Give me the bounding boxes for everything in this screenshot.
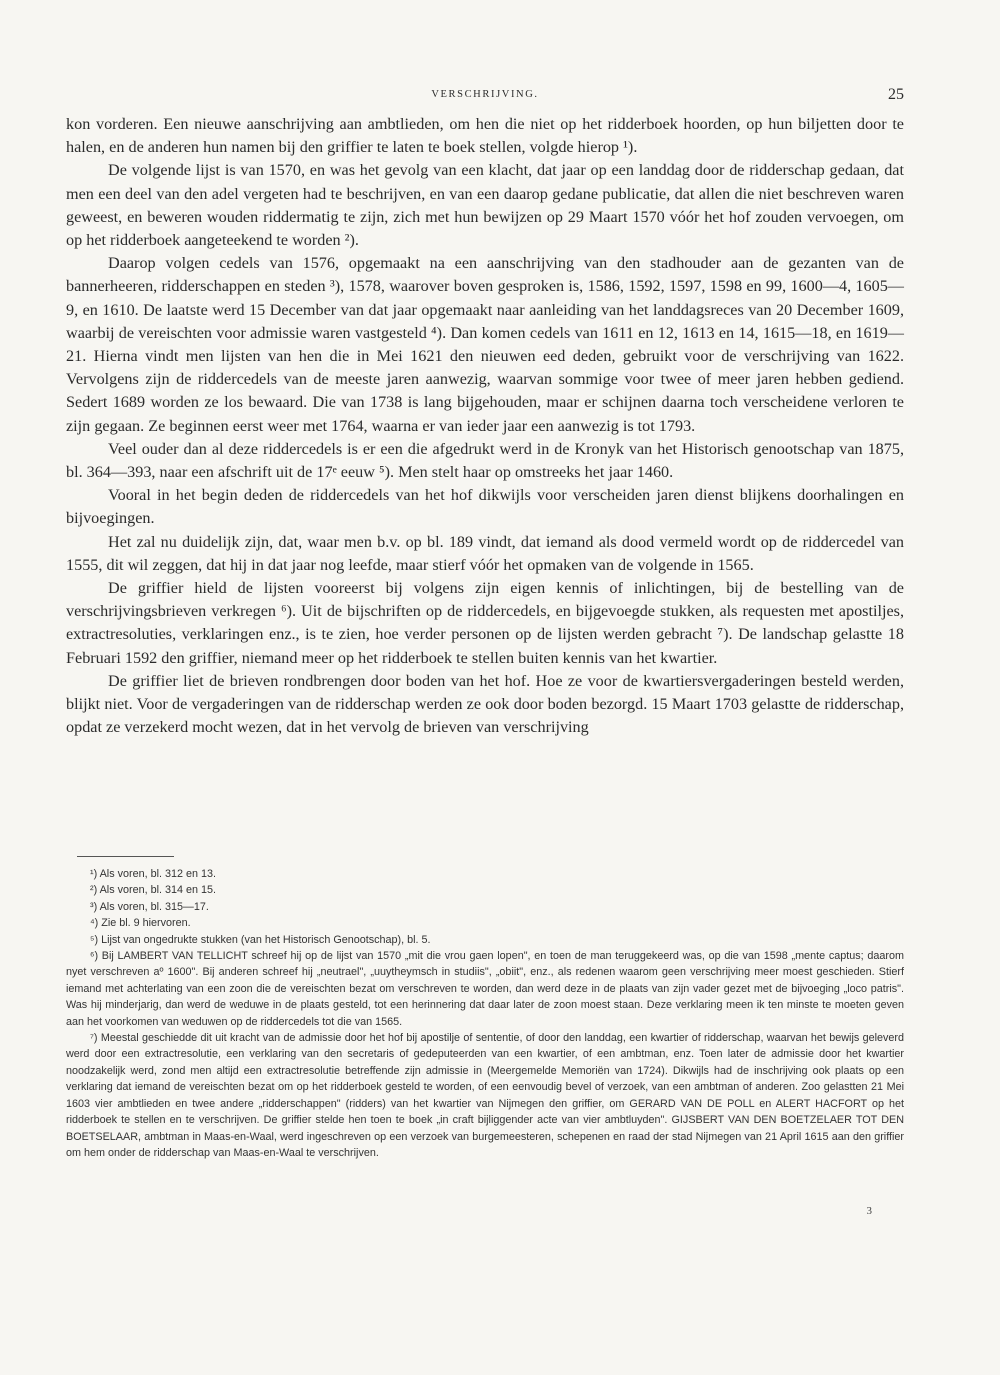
page-header — [66, 86, 904, 106]
footnotes — [66, 866, 904, 1161]
paragraph: Daarop volgen cedels van 1576, opgemaakt na een aanschrijving van den stadhouder aan de gezanten van de bannerheeren, ridderschappen en steden ³), 1578, waarover boven gesproken is, 1586, 1592, 1597, 1598 en 99, 1600—4, 1605—9, en 1610. De laatste werd 15 December van dat jaar opgemaakt naar aanleiding van het landdagsreces van 20 December 1609, waarbij de vereischten voor admissie waren vastgesteld ⁴). Dan komen cedels van 1611 en 12, 1613 en 14, 1615—18, en 1619—21. Hierna vindt men lijsten van hen die in Mei 1621 den nieuwen eed deden, gebruikt voor de verschrijving van 1622. Vervolgens zijn de riddercedels van de meeste jaren aanwezig, waarvan sommige voor twee of meer jaren hebben gediend. Sedert 1689 worden ze los bewaard. Die van 1738 is lang bijgehouden, maar er schijnen daarna toch verscheidene verloren te zijn gegaan. Ze beginnen eerst weer met 1764, waarna er van ieder jaar een aanwezig is tot 1793. — [66, 254, 904, 435]
footnote-separator — [77, 856, 174, 857]
paragraph: De volgende lijst is van 1570, en was het gevolg van een klacht, dat jaar op een landdag door de ridderschap gedaan, dat men een deel van den adel vergeten had te beschrijven, en van een daarop gedane publicatie, dat allen die niet beschreven waren geweest, en beweren wouden riddermatig te zijn, zich met hun bewijzen op 29 Maart 1570 vóór het hof zouden vervoegen, om op het ridderboek aangeteekend te worden ²). — [66, 161, 904, 250]
paragraph: De griffier hield de lijsten vooreerst bij volgens zijn eigen kennis of inlichtingen, bij de bestelling van de verschrijvingsbrieven verkregen ⁶). Uit de bijschriften op de riddercedels, en bijgevoegde stukken, als requesten met apostiljes, extractresoluties, verklaringen enz., is te zien, hoe verder personen op de lijsten werden gebracht ⁷). De landschap gelastte 18 Februari 1592 den griffier, niemand meer op het ridderboek te stellen buiten kennis van het kwartier. — [66, 579, 904, 667]
paragraph: kon vorderen. Een nieuwe aanschrijving aan ambtlieden, om hen die niet op het ridderboek hoorden, op hun biljetten door te halen, en de anderen hun namen bij den griffier te laten te boek stellen, volgde hierop ¹). — [66, 115, 904, 157]
footnote: ⁵) Lijst van ongedrukte stukken (van het Historisch Genootschap), bl. 5. — [90, 933, 431, 946]
footnote: ⁶) Bij LAMBERT VAN TELLICHT schreef hij op de lijst van 1570 „mit die vrou gaen lopen", en toen de man teruggekeerd was, op die van 1598 „mente captus; daarom nyet verschreven aº 1600". Bij anderen schreef hij „neutrael", „uuytheymsch in studiis", „obiit", enz., als redenen waarom geen verschrijving meer moest geschieden. Stierf iemand met achterlating van een zoon die de vereischten bezat om verschreven te worden, dan werd deze in de plaats van zijn vader gezet met de bijvoeging „loco patris". Was hij minderjarig, dan werd de weduwe in de plaats gesteld, tot een herinnering dat daar later de zoon moest staan. Deze verklaring meen ik ten minste te moeten geven aan het voorkomen van weduwen op de riddercedels tot die van 1565. — [66, 950, 904, 1028]
paragraph: Vooral in het begin deden de riddercedels van het hof dikwijls voor verscheiden jaren dienst blijkens doorhalingen en bijvoegingen. — [66, 486, 904, 528]
paragraph: Het zal nu duidelijk zijn, dat, waar men b.v. op bl. 189 vindt, dat iemand als dood vermeld wordt op de riddercedel van 1555, dit wil zeggen, dat hij in dat jaar nog leefde, maar stierf vóór het opmaken van de volgende in 1565. — [66, 532, 904, 574]
sheet-signature-mark: 3 — [866, 1205, 872, 1217]
footnote: ⁴) Zie bl. 9 hiervoren. — [90, 917, 191, 930]
body-text — [66, 113, 904, 739]
footnote: ³) Als voren, bl. 315—17. — [90, 900, 209, 913]
footnote: ¹) Als voren, bl. 312 en 13. — [90, 868, 217, 880]
page-number: 25 — [888, 86, 904, 103]
footnote: ⁷) Meestal geschiedde dit uit kracht van de admissie door het hof bij apostilje of sententie, of door den landdag, een kwartier of ridderschap, waarvan het bewijs geleverd werd door een extractresolutie, een verklaring van den secretaris of gedeputeerden van een kwartier, of een ambtman, enz. Toen later de admissie door het kwartier noodzakelijk werd, zond men altijd een extractresolutie betreffende zijn admissie in (Meergemelde Memoriën van 1724). Dikwijls had de inschrijving ook plaats op een verklaring dat iemand de vereischten bezat om op het ridderboek gesteld te worden, of een eenvoudig bevel of verzoek, van een ambtman of anderen. Zoo gelastten 21 Mei 1603 vier ambtlieden en twee andere „ridderschappen" (ridders) van het kwartier van Nijmegen den griffier, om GERARD VAN DE POLL en ALERT HACFORT op het ridderboek te stellen en te verschrijven. De griffier stelde hen toen te boek „in craft bijliggender acte van vier ambtluyden". GIJSBERT VAN DEN BOETZELAER TOT DEN BOETSELAAR, ambtman in Maas-en-Waal, werd ingeschreven op een verzoek van burgemeesteren, schepenen en raad der stad Nijmegen van 21 April 1615 aan den griffier om hem onder de ridderschap van Maas-en-Waal te verschrijven. — [66, 1032, 904, 1159]
paragraph: De griffier liet de brieven rondbrengen door boden van het hof. Hoe ze voor de kwartiersvergaderingen besteld werden, blijkt niet. Voor de vergaderingen van de ridderschap werden ze ook door boden bezorgd. 15 Maart 1703 gelastte de ridderschap, opdat ze verzekerd mocht wezen, dat in het vervolg de brieven van verschrijving — [66, 671, 904, 737]
running-title: VERSCHRIJVING. — [431, 89, 539, 100]
paragraph: Veel ouder dan al deze riddercedels is er een die afgedrukt werd in de Kronyk van het Historisch genootschap van 1875, bl. 364—393, naar een afschrift uit de 17ᵉ eeuw ⁵). Men stelt haar op omstreeks het jaar 1460. — [66, 439, 904, 482]
footnote: ²) Als voren, bl. 314 en 15. — [90, 884, 217, 897]
